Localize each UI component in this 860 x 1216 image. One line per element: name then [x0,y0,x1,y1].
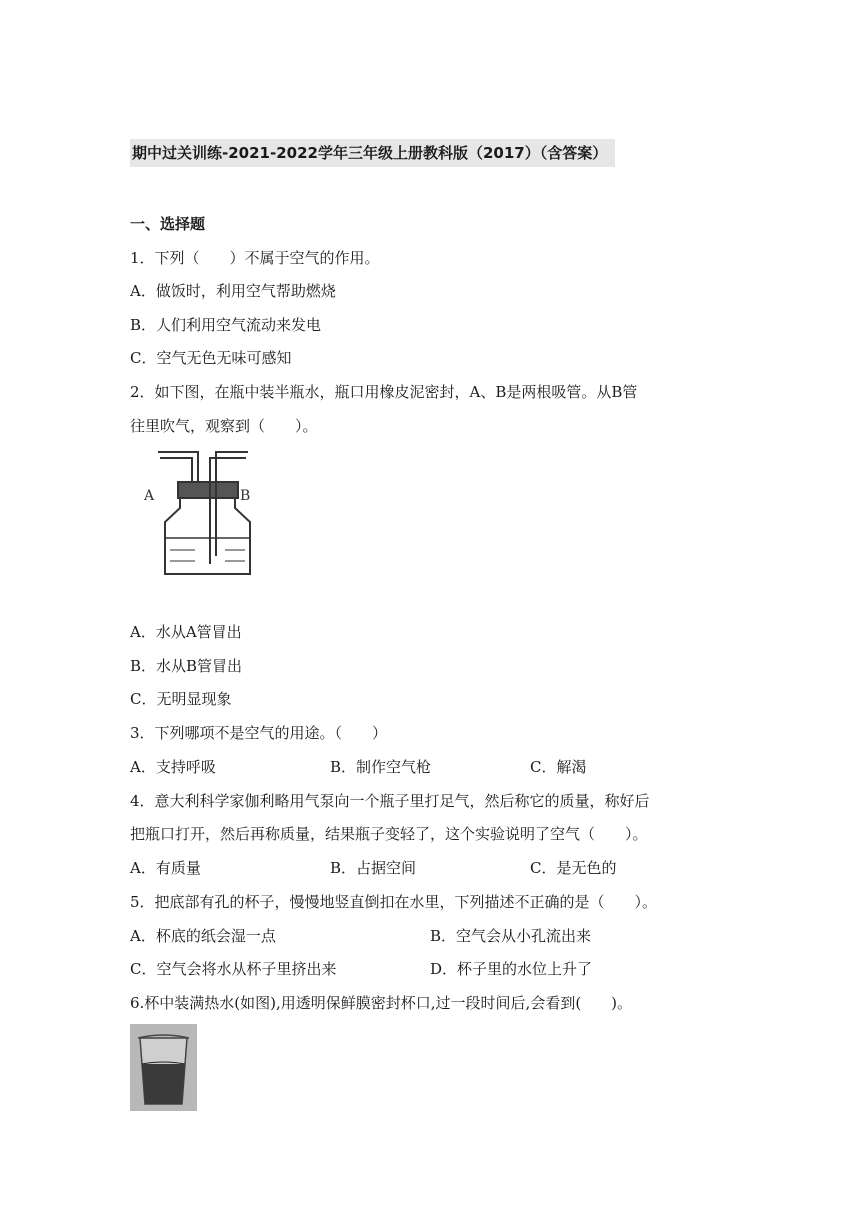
question-5-option-b[interactable]: B．空气会从小孔流出来 [430,927,592,945]
question-5-option-a[interactable]: A．杯底的纸会湿一点 [130,927,276,945]
document-title: 期中过关训练-2021-2022学年三年级上册教科版（2017）（含答案） [130,139,615,167]
question-1-stem: 1．下列（ ）不属于空气的作用。 [130,249,380,267]
question-1-option-a[interactable]: A．做饭时，利用空气帮助燃烧 [130,282,336,300]
question-4-option-c[interactable]: C．是无色的 [530,859,617,877]
figure-label-b: B [240,488,251,504]
figure-label-a: A [144,488,155,504]
cup-figure [130,1024,197,1111]
question-3-option-c[interactable]: C．解渴 [530,758,587,776]
question-4-option-b[interactable]: B．占据空间 [330,859,417,877]
question-4-option-a[interactable]: A．有质量 [130,859,201,877]
question-5-option-d[interactable]: D．杯子里的水位上升了 [430,960,593,978]
question-2-option-a[interactable]: A．水从A管冒出 [130,623,242,641]
question-1-option-b[interactable]: B．人们利用空气流动来发电 [130,316,322,334]
question-2-stem-line1: 2．如下图，在瓶中装半瓶水，瓶口用橡皮泥密封，A、B是两根吸管。从B管 [130,383,638,401]
question-6-stem: 6.杯中装满热水(如图),用透明保鲜膜密封杯口,过一段时间后,会看到( )。 [130,994,633,1012]
question-1-option-c[interactable]: C．空气无色无味可感知 [130,349,292,367]
question-2-option-c[interactable]: C．无明显现象 [130,690,232,708]
question-5-option-c[interactable]: C．空气会将水从杯子里挤出来 [130,960,337,978]
question-3-option-a[interactable]: A．支持呼吸 [130,758,216,776]
section-heading: 一、选择题 [130,215,206,233]
question-5-stem: 5．把底部有孔的杯子，慢慢地竖直倒扣在水里，下列描述不正确的是（ ）。 [130,893,658,911]
question-3-stem: 3．下列哪项不是空气的用途。（ ） [130,724,388,742]
question-2-stem-line2: 往里吹气，观察到（ ）。 [130,417,318,435]
question-4-stem-line2: 把瓶口打开，然后再称质量，结果瓶子变轻了，这个实验说明了空气（ ）。 [130,825,648,843]
question-3-option-b[interactable]: B．制作空气枪 [330,758,432,776]
question-4-stem-line1: 4．意大利科学家伽利略用气泵向一个瓶子里打足气，然后称它的质量，称好后 [130,792,650,810]
question-2-option-b[interactable]: B．水从B管冒出 [130,657,243,675]
bottle-straw-figure [140,446,260,580]
